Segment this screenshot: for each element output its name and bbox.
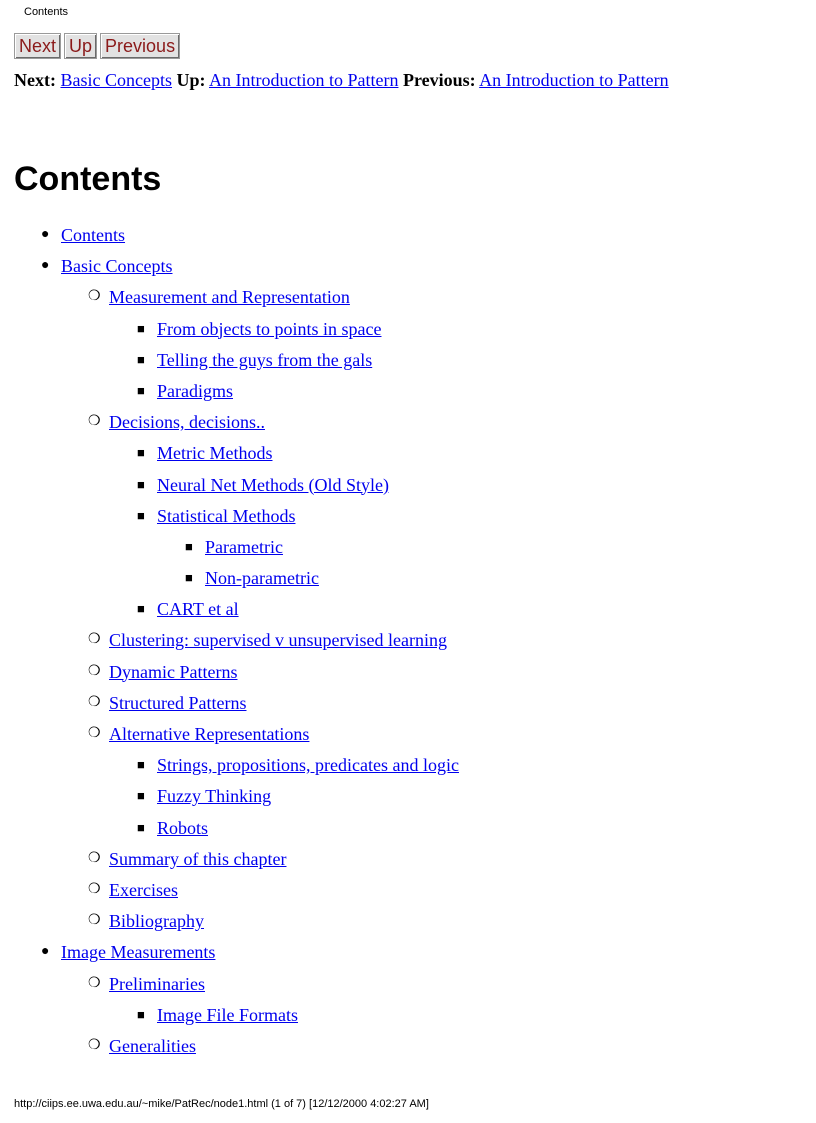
bullet-icon: ■ (137, 757, 145, 773)
page-title: Contents (14, 160, 162, 198)
toc-link[interactable]: Neural Net Methods (Old Style) (157, 474, 389, 495)
toc-item (0, 347, 800, 378)
bullet-icon: ■ (137, 1006, 145, 1022)
toc-item (0, 284, 800, 315)
bullet-icon: ■ (137, 507, 145, 523)
toc-link[interactable]: Robots (157, 817, 209, 838)
toc-link[interactable]: Exercises (109, 879, 178, 900)
bullet-icon: ● (41, 944, 50, 960)
up-button[interactable]: Up (64, 33, 97, 59)
toc-link[interactable]: Decisions, decisions.. (109, 412, 265, 433)
bullet-icon: ■ (137, 601, 145, 617)
bullet-icon: ❍ (88, 414, 101, 430)
bullet-icon: ❍ (88, 663, 101, 679)
bullet-icon: ■ (137, 788, 145, 804)
bullet-icon: ❍ (88, 289, 101, 305)
toc-link[interactable]: Bibliography (109, 911, 204, 932)
toc-link[interactable]: Metric Methods (157, 443, 273, 464)
toc-link[interactable]: Dynamic Patterns (109, 661, 238, 682)
bullet-icon: ■ (137, 445, 145, 461)
toc-item (0, 253, 800, 284)
toc-link[interactable]: Alternative Representations (109, 724, 310, 744)
bullet-icon: ❍ (88, 975, 101, 991)
toc-link[interactable]: Strings, propositions, predicates and logic (157, 755, 459, 776)
toc-item (0, 659, 800, 690)
page-footer-url: http://ciips.ee.uwa.edu.au/~mike/PatRec/node1.html (1 of 7) [12/12/2000 4:02:27 AM] (14, 1098, 429, 1110)
next-link[interactable]: Basic Concepts (60, 70, 172, 90)
bullet-icon: ❍ (88, 881, 101, 897)
bullet-icon: ■ (137, 476, 145, 492)
toc-item (0, 534, 800, 565)
toc-link[interactable]: Non-parametric (205, 568, 319, 589)
previous-button[interactable]: Previous (100, 33, 180, 59)
next-button[interactable]: Next (14, 33, 61, 59)
bullet-icon: ■ (137, 382, 145, 398)
toc-item (0, 316, 800, 347)
toc-item (0, 1033, 800, 1064)
toc-link[interactable]: CART et al (157, 599, 239, 620)
bullet-icon: ■ (137, 320, 145, 336)
previous-label: Previous: (402, 70, 476, 90)
page-header: Contents (24, 6, 69, 18)
bullet-icon: ■ (185, 538, 193, 554)
toc-link[interactable]: Structured Patterns (109, 692, 247, 713)
bullet-icon: ■ (137, 351, 145, 367)
toc-link[interactable]: Paradigms (157, 380, 233, 401)
toc-item (0, 939, 800, 970)
bullet-icon: ❍ (88, 694, 101, 710)
toc-link[interactable]: Statistical Methods (157, 505, 296, 526)
bullet-icon: ■ (137, 819, 145, 835)
toc-item (0, 752, 800, 783)
up-label: Up: (176, 70, 206, 90)
toc-item (0, 908, 800, 939)
toc-item (0, 783, 800, 814)
toc-item (0, 409, 800, 440)
toc-item (0, 690, 800, 721)
bullet-icon: ■ (185, 570, 193, 586)
toc-item (0, 378, 800, 409)
up-link[interactable]: An Introduction to Pattern (209, 70, 399, 90)
toc-item (0, 846, 800, 877)
bullet-icon: ❍ (88, 850, 101, 866)
bullet-icon: ❍ (88, 1037, 101, 1053)
toc-item (0, 815, 800, 846)
previous-link[interactable]: An Introduction to Pattern (479, 70, 669, 90)
toc-link[interactable]: Basic Concepts (61, 256, 173, 277)
toc-link[interactable]: Parametric (205, 536, 283, 557)
toc-link[interactable]: Generalities (109, 1035, 196, 1056)
nav-buttons (14, 33, 180, 59)
bullet-icon: ❍ (88, 913, 101, 929)
bullet-icon: ❍ (88, 726, 101, 741)
toc-link[interactable]: Preliminaries (109, 973, 205, 994)
bullet-icon: ● (41, 258, 50, 274)
toc-item (0, 721, 800, 752)
nav-line (14, 70, 669, 91)
next-label: Next: (14, 70, 56, 90)
toc-link[interactable]: Clustering: supervised v unsupervised learning (109, 630, 447, 651)
toc-item (0, 503, 800, 534)
toc-link[interactable]: Contents (61, 225, 126, 245)
toc-item (0, 627, 800, 658)
toc-link[interactable]: Fuzzy Thinking (157, 786, 272, 807)
toc-item (0, 971, 800, 1002)
toc-item (0, 596, 800, 627)
toc-link[interactable]: From objects to points in space (157, 318, 382, 339)
toc-item (0, 472, 800, 503)
toc-link[interactable]: Image File Formats (157, 1004, 298, 1025)
toc-item (0, 222, 800, 253)
bullet-icon: ❍ (88, 632, 101, 648)
table-of-contents (0, 222, 800, 1064)
toc-item (0, 877, 800, 908)
bullet-icon: ● (41, 227, 50, 242)
toc-item (0, 1002, 800, 1033)
toc-link[interactable]: Summary of this chapter (109, 848, 287, 869)
toc-item (0, 440, 800, 471)
toc-item (0, 565, 800, 596)
toc-link[interactable]: Measurement and Representation (109, 287, 350, 308)
toc-link[interactable]: Image Measurements (61, 942, 216, 963)
toc-link[interactable]: Telling the guys from the gals (157, 349, 373, 370)
